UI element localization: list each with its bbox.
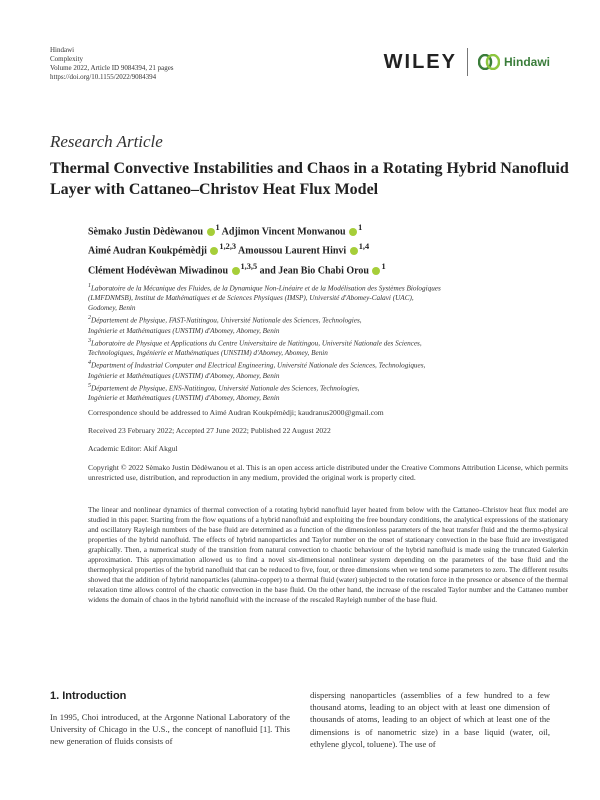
author-name: Adjimon Vincent Monwanou — [221, 226, 346, 238]
author-affiliation-sup: 1 — [358, 223, 363, 232]
affiliation-5: $^5$Département de Physique, ENS-Natitingou, Université Nationale des Sciences, Technologies, Ingénierie et Mathématiques (UNSTIM) d'Abomey, Abomey, Benin — [88, 382, 360, 402]
section-heading: 1. Introduction — [50, 690, 127, 702]
affiliation-4: $^4$Department of Industrial Computer and Electrical Engineering, Université Nationale des Sciences, Technologiques, Ingénierie et Mathématiques (UNSTIM) d'Abomey, Abomey, Benin — [88, 360, 426, 380]
journal-line: Volume 2022, Article ID 9084394, 21 pages — [50, 64, 174, 72]
orcid-icon[interactable] — [232, 267, 240, 275]
hindawi-mark-icon — [478, 54, 500, 70]
author-list — [88, 220, 558, 278]
paper-title: Thermal Convective Instabilities and Chaos in a Rotating Hybrid Nanofluid Layer with Cattaneo–Christov Heat Flux Model — [50, 160, 569, 198]
author-name: Aimé Audran Koukpémèdji — [88, 245, 207, 257]
body-text-right: dispersing nanoparticles (assemblies of a few hundred to a few thousand atoms, leading to an object with at least one dimension of thousands of atoms, leading to an object of which at least one of the dimensions is of nanometric size) in a base liquid (water, oil, ethylene glycol, toluene). The use of — [310, 690, 550, 749]
hindawi-label: Hindawi — [503, 55, 550, 69]
article-type: Research Article — [50, 132, 163, 151]
wiley-logo: WILEY — [383, 50, 457, 73]
author-affiliation-sup: 1,3,5 — [240, 261, 258, 271]
publisher-logos — [384, 46, 550, 78]
orcid-icon[interactable] — [349, 228, 357, 236]
author-affiliation-sup: 1 — [381, 261, 386, 271]
publication-dates: Received 23 February 2022; Accepted 27 June 2022; Published 22 August 2022 — [88, 426, 331, 435]
hindawi-logo — [478, 54, 550, 70]
affiliation-2: $^2$Département de Physique, FAST-Natitingou, Université Nationale des Sciences, Technologies, Ingénierie et Mathématiques (UNSTIM) d'Abomey, Abomey, Benin — [88, 315, 362, 335]
author-name: Sèmako Justin Dèdèwanou — [88, 226, 204, 238]
author-name: Clément Hodévèwan Miwadinou — [88, 264, 228, 276]
affiliations — [88, 281, 568, 403]
abstract: The linear and nonlinear dynamics of thermal convection of a rotating hybrid nanofluid layer heated from below with the Cattaneo–Christov heat flux model are studied in this paper. Starting from the flow equations of a hybrid nanofluid and exploiting the free boundary conditions, the analytical expressions of the stationary and oscillatory Rayleigh numbers of the base fluid are determined as a function of the dimensionless parameters of the heat transfer fluid and the thermo-physical properties of the hybrid nanofluid. The effects of hybrid nanoparticles and Taylor number on the onset of stationary convection in the base fluid are investigated graphically. Then, a numerical study of the transition from natural convection to chaotic behaviour of the hybrid nanofluid is made using the truncated Galerkin approximation. This approximation allowed us to find a novel six-dimensional nonlinear system depending on the parameters of the base fluid and the thermophysical properties of the hybrid nanofluid that can be reduced to five, four, or three dimensions when we tend some parameters to zero. The different results showed that the addition of hybrid nanoparticles (alumina-copper) to a thermal fluid (water) subjected to the rotation force in the presence or absence of the thermal relaxation time allows control of the chaotic convection in the base fluid. On the other hand, the increase of the rescaled Taylor number and the Cattaneo number widens the domain of chaos in the hybrid nanofluid with the increase of the rescaled Rayleigh number of the base fluid. — [88, 505, 568, 604]
logo-divider — [467, 48, 468, 76]
orcid-icon[interactable] — [372, 267, 380, 275]
author-affiliation-sup: 1,2,3 — [219, 242, 237, 252]
author-name: and Jean Bio Chabi Orou — [259, 264, 369, 276]
orcid-icon[interactable] — [210, 247, 218, 255]
journal-line: Complexity — [50, 55, 84, 63]
doi-link[interactable]: https://doi.org/10.1155/2022/9084394 — [50, 73, 157, 81]
academic-editor: Academic Editor: Akif Akgul — [88, 444, 178, 453]
journal-info — [50, 46, 174, 82]
author-affiliation-sup: 1 — [215, 223, 220, 232]
copyright-notice: Copyright © 2022 Sèmako Justin Dèdèwanou et al. This is an open access article distributed under the Creative Commons Attribution License, which permits unrestricted use, distribution, and reproduction in any medium, provided the original work is properly cited. — [88, 463, 568, 482]
affiliation-1: $^1$Laboratoire de la Mécanique des Fluides, de la Dynamique Non-Linéaire et de la Modélisation des Systèmes Biologiques (LMFDNMSB), Institut de Mathématiques et de Sciences Physiques (IMSP), Université d'Abomey-Calavi (UAC), Godomey, Benin — [88, 283, 441, 313]
orcid-icon[interactable] — [350, 247, 358, 255]
correspondence: Correspondence should be addressed to Aimé Audran Koukpémèdji; kaudranus2000@gmail.com — [88, 408, 384, 417]
body-text-left: In 1995, Choi introduced, at the Argonne National Laboratory of the University of Chicago in the U.S., the concept of nanofluid [1]. This new generation of fluids consists of — [50, 712, 290, 747]
affiliation-3: $^3$Laboratoire de Physique et Applications du Centre Universitaire de Natitingou, Université Nationale des Sciences, Technologiques, Ingénierie et Mathématiques (UNSTIM) d'Abomey, Abomey, Benin — [88, 337, 422, 358]
author-affiliation-sup: 1,4 — [358, 242, 370, 252]
journal-line: Hindawi — [50, 46, 75, 54]
author-name: Amoussou Laurent Hinvi — [238, 245, 347, 257]
orcid-icon[interactable] — [207, 228, 215, 236]
